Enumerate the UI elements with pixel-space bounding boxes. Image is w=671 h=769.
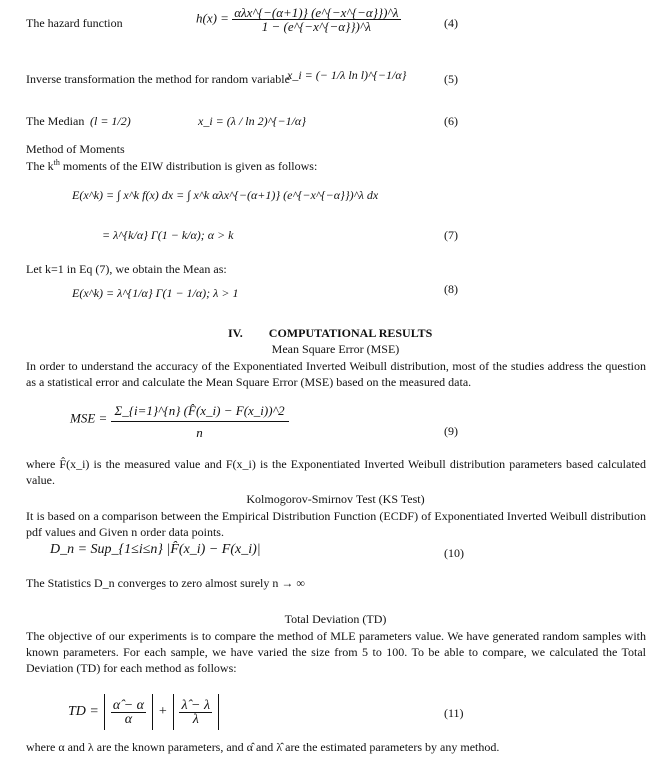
mse-fraction — [111, 398, 289, 439]
ks-paragraph: It is based on a comparison between the Empirical Distribution Function (ECDF) of Exponentiated Inverted Weibull distribution pdf values and Given n order data points. — [26, 509, 646, 539]
inverse-equation: x_i = (− 1/λ ln l)^{−1/α} — [287, 68, 407, 82]
ks-heading: Kolmogorov-Smirnov Test (KS Test) — [246, 492, 425, 506]
mse-where: where F̂(x_i) is the measured value and F(x_i) is the Exponentiated Inverted Weibull distribution parameters based calculated value. — [26, 457, 646, 487]
hazard-label: The hazard function — [26, 16, 123, 30]
moments-heading: Method of Moments — [26, 142, 125, 156]
abs-bar-left-1 — [104, 694, 105, 730]
median-equation: x_i = (λ / ln 2)^{−1/α} — [198, 114, 307, 128]
eq-number-5: (5) — [444, 72, 458, 86]
mean-equation: E(x^k) = λ^{1/α} Γ(1 − 1/α); λ > 1 — [72, 286, 239, 300]
eq-number-11: (11) — [444, 706, 464, 720]
section-heading — [228, 326, 432, 341]
ks-equation: D_n = Sup_{1≤i≤n} |F̂(x_i) − F(x_i)| — [50, 542, 261, 557]
td-where: where α and λ are the known parameters, and α̂ and λ̂ are the estimated parameters by any method. — [26, 740, 500, 754]
moments-intro-post: moments of the EIW distribution is given as follows: — [59, 159, 318, 173]
hazard-fraction — [232, 6, 400, 33]
abs-bar-right-1 — [152, 694, 153, 730]
hazard-denominator: 1 − (e^{−x^{−α}})^λ — [261, 19, 371, 34]
moments-line-1: E(x^k) = ∫ x^k f(x) dx = ∫ x^k αλx^{−(α+1)} (e^{−x^{−α}})^λ dx — [72, 188, 379, 202]
mse-heading: Mean Square Error (MSE) — [271, 342, 400, 356]
section-number: IV. — [228, 326, 243, 340]
mse-paragraph: In order to understand the accuracy of the Exponentiated Inverted Weibull distribution, most of the studies address the question as a statistical error and calculate the Mean Square Error (MSE) based on the measured data. — [26, 359, 646, 389]
td-term-2 — [179, 699, 212, 726]
eq-number-9: (9) — [444, 424, 458, 438]
moments-line-2: = λ^{k/α} Γ(1 − k/α); α > k — [102, 228, 234, 242]
td-term1-den: α — [124, 711, 133, 727]
eq-number-7: (7) — [444, 228, 458, 242]
eq-number-8: (8) — [444, 282, 458, 296]
abs-bar-right-2 — [218, 694, 219, 730]
mean-intro: Let k=1 in Eq (7), we obtain the Mean as: — [26, 262, 227, 276]
hazard-equation — [196, 6, 401, 33]
td-lhs: TD = — [68, 704, 99, 719]
abs-bar-left-2 — [173, 694, 174, 730]
moments-intro — [26, 158, 317, 174]
td-heading: Total Deviation (TD) — [284, 612, 387, 626]
td-term2-num: λ̂ − λ — [181, 697, 211, 713]
mse-lhs: MSE = — [70, 410, 108, 426]
median-label: The Median — [26, 114, 85, 128]
td-term2-den: λ — [192, 711, 199, 727]
mse-numerator: Σ_{i=1}^{n} (F̂(x_i) − F(x_i))^2 — [111, 398, 289, 422]
td-equation — [68, 694, 221, 730]
td-term-1 — [111, 699, 146, 726]
td-paragraph: The objective of our experiments is to compare the method of MLE parameters value. We have generated random samples with known parameters. For each sample, we have varied the size from 5 to 100. To be able to compare, we calculated the Total Deviation (TD) for each method as follows: — [26, 629, 646, 675]
eq-number-4: (4) — [444, 16, 458, 30]
moments-intro-sup: th — [53, 158, 60, 167]
hazard-numerator: αλx^{−(α+1)} (e^{−x^{−α}})^λ — [234, 5, 399, 20]
section-title: COMPUTATIONAL RESULTS — [268, 326, 433, 340]
moments-intro-pre: The k — [26, 159, 54, 173]
plus-sign: + — [158, 704, 168, 719]
median-condition: (l = 1/2) — [90, 114, 131, 128]
ks-statement: The Statistics D_n converges to zero almost surely n → ∞ — [26, 576, 305, 590]
inverse-label: Inverse transformation the method for random variable — [26, 72, 290, 86]
td-term1-num: α̂ − α — [112, 697, 144, 713]
mse-denominator: n — [196, 425, 203, 440]
hazard-lhs: h(x) = — [196, 10, 229, 26]
eq-number-6: (6) — [444, 114, 458, 128]
eq-number-10: (10) — [444, 546, 464, 560]
mse-equation — [70, 398, 289, 439]
